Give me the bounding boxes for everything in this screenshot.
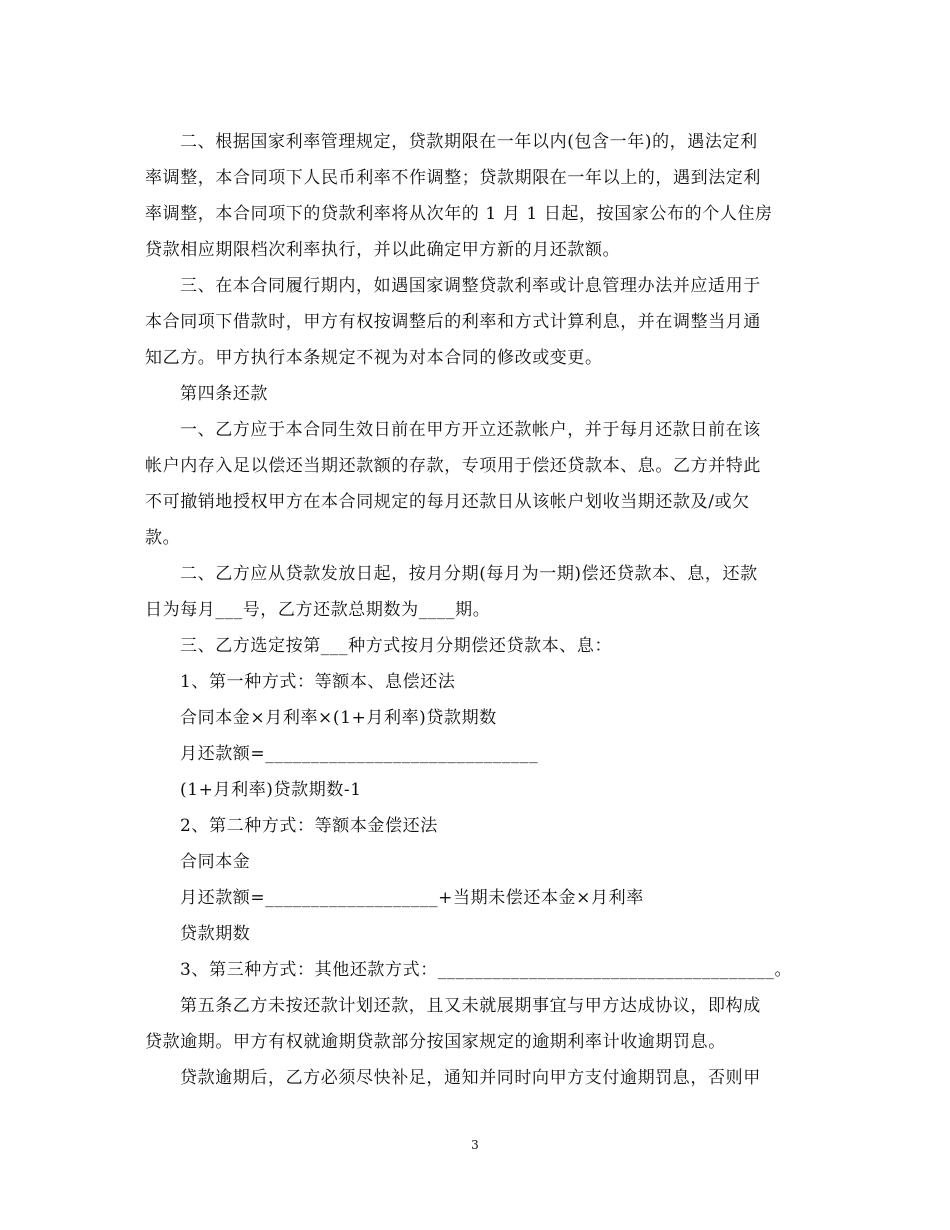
article-heading: 第四条还款 [180, 384, 268, 404]
formula-line: 合同本金×月利率×(1+月利率)贷款期数 [180, 708, 497, 728]
method-heading: 2、第二种方式：等额本金偿还法 [180, 816, 438, 836]
method-heading: 1、第一种方式：等额本、息偿还法 [180, 672, 456, 692]
paragraph-line: 知乙方。甲方执行本条规定不视为对本合同的修改或变更。 [145, 348, 603, 368]
paragraph-line: 三、乙方选定按第___种方式按月分期偿还贷款本、息： [180, 636, 613, 656]
paragraph-line: 贷款逾期后，乙方必须尽快补足，通知并同时向甲方支付逾期罚息，否则甲 [180, 1068, 761, 1088]
formula-line: 合同本金 [180, 852, 251, 872]
paragraph-line: 不可撤销地授权甲方在本合同规定的每月还款日从该帐户划收当期还款及/或欠 [145, 492, 750, 512]
paragraph-line: 本合同项下借款时，甲方有权按调整后的利率和方式计算利息，并在调整当月通 [145, 312, 761, 332]
paragraph-line: 一、乙方应于本合同生效日前在甲方开立还款帐户，并于每月还款日前在该 [180, 420, 761, 440]
formula-line: 月还款额=___________________+当期未偿还本金×月利率 [180, 888, 644, 908]
paragraph-line: 率调整，本合同项下人民币利率不作调整；贷款期限在一年以上的，遇到法定利 [145, 168, 761, 188]
formula-line: 贷款期数 [180, 924, 251, 944]
paragraph-line: 帐户内存入足以偿还当期还款额的存款，专项用于偿还贷款本、息。乙方并特此 [145, 456, 761, 476]
paragraph-line: 二、乙方应从贷款发放日起，按月分期(每月为一期)偿还贷款本、息，还款 [180, 564, 758, 584]
paragraph-line: 款。 [145, 528, 181, 548]
page-number: 3 [471, 1138, 479, 1152]
paragraph-line: 三、在本合同履行期内，如遇国家调整贷款利率或计息管理办法并应适用于 [180, 276, 761, 296]
formula-line: 月还款额=______________________________ [180, 744, 539, 764]
paragraph-line: 贷款相应期限档次利率执行，并以此确定甲方新的月还款额。 [145, 240, 621, 260]
formula-line: (1+月利率)贷款期数-1 [180, 780, 362, 800]
paragraph-line: 贷款逾期。甲方有权就逾期贷款部分按国家规定的逾期利率计收逾期罚息。 [145, 1032, 726, 1052]
paragraph-line: 第五条乙方未按还款计划还款，且又未就展期事宜与甲方达成协议，即构成 [180, 996, 761, 1016]
method-heading: 3、第三种方式：其他还款方式：_____________________________________。 [180, 960, 793, 980]
paragraph-line: 率调整，本合同项下的贷款利率将从次年的 1 月 1 日起，按国家公布的个人住房 [145, 204, 773, 224]
paragraph-line: 日为每月___号，乙方还款总期数为____期。 [145, 600, 491, 620]
paragraph-line: 二、根据国家利率管理规定，贷款期限在一年以内(包含一年)的，遇法定利 [180, 132, 758, 152]
